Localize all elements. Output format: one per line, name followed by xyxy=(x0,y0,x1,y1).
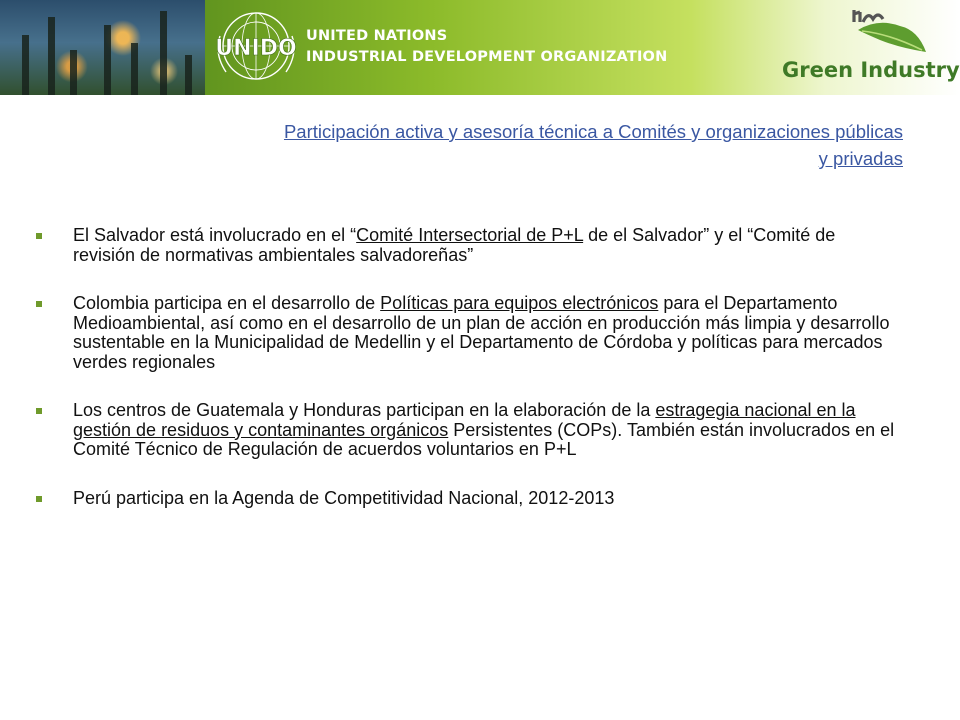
bullet-marker xyxy=(36,496,42,502)
unido-emblem-icon xyxy=(212,10,300,86)
bullet-marker xyxy=(36,408,42,414)
linked-text-politicas-equipos[interactable]: Políticas para equipos electrónicos xyxy=(380,293,659,313)
green-industry-wordmark: Green Industry xyxy=(782,58,960,82)
industrial-photo xyxy=(0,0,205,95)
slide-title: Participación activa y asesoría técnica a Comités y organizaciones públicas y privadas xyxy=(283,121,903,169)
bullet-marker xyxy=(36,301,42,307)
bullet-colombia: Colombia participa en el desarrollo de Políticas para equipos electrónicos para el Departamento Medioambiental, así como en el desarrollo de un plan de acción en producción más limpia y desarrollo sustentable en la Municipalidad de Medellin y el Departamento de Córdoba y políticas para mercados verdes regionales xyxy=(36,294,896,372)
org-name-line-1: UNITED NATIONS xyxy=(306,28,448,44)
green-industry-leaf-icon xyxy=(850,8,930,56)
organization-name xyxy=(306,26,667,68)
linked-text-estrategia-nacional[interactable]: estragegia nacional en la gestión de residuos y contaminantes orgánicos xyxy=(73,400,856,440)
bullet-guatemala-honduras: Los centros de Guatemala y Honduras participan en la elaboración de la estragegia nacional en la gestión de residuos y contaminantes orgánicos Persistentes (COPs). También están involucrados en el Comité Técnico de Regulación de acuerdos voluntarios en P+L xyxy=(36,401,896,460)
linked-text-comite-intersectorial[interactable]: Comité Intersectorial de P+L xyxy=(356,225,584,245)
header-banner xyxy=(0,0,960,95)
org-name-line-2: INDUSTRIAL DEVELOPMENT ORGANIZATION xyxy=(306,49,668,65)
bullet-peru: Perú participa en la Agenda de Competitividad Nacional, 2012-2013 xyxy=(36,489,896,509)
bullet-marker xyxy=(36,233,42,239)
bullet-list xyxy=(36,226,896,508)
unido-logo-text: UNIDO xyxy=(215,36,297,61)
bullet-el-salvador: El Salvador está involucrado en el “Comité Intersectorial de P+L de el Salvador” y el “Comité de revisión de normativas ambientales salvadoreñas” xyxy=(36,226,896,265)
